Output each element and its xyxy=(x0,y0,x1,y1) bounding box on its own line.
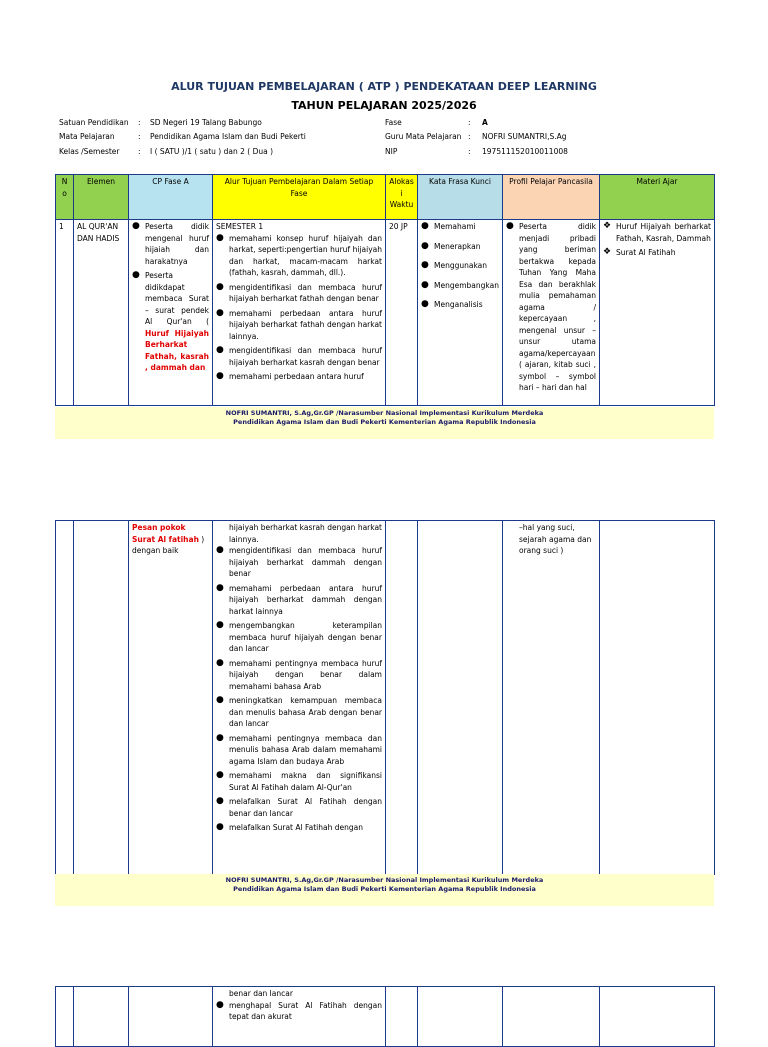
colon: : xyxy=(138,132,141,141)
list-item: ● Mengembangkan xyxy=(421,279,499,290)
diamond-bullet-icon: ❖ xyxy=(603,247,612,257)
bullet-icon: ● xyxy=(216,770,224,780)
header-alur: Alur Tujuan Pembelajaran Dalam Setiap Fase xyxy=(213,175,386,220)
list-item: ● mengidentifikasi dan membaca huruf hijaiyah berharkat kasrah dengan benar xyxy=(216,345,382,367)
row-elemen: AL QUR'AN DAN HADIS xyxy=(74,220,129,406)
profil-cell xyxy=(503,220,600,406)
page-footer: NOFRI SUMANTRI, S.Ag,Gr.GP /Narasumber Nasional Implementasi Kurikulum Merdeka Pendidikan Agama Islam dan Budi Pekerti Kementerian Agama Republik Indonesia xyxy=(55,407,714,439)
bullet-icon: ● xyxy=(216,732,224,743)
bullet-icon: ● xyxy=(216,657,224,668)
header-alokasi: Alokas i Waktu xyxy=(386,175,418,220)
mapel-value: Pendidikan Agama Islam dan Budi Pekerti xyxy=(150,132,306,141)
atp-table-page-2 xyxy=(55,520,715,875)
alokasi-cell xyxy=(386,521,418,875)
bullet-icon: ● xyxy=(421,279,429,290)
bullet-icon: ● xyxy=(216,695,224,705)
alur-cell xyxy=(213,220,386,406)
list-item: ❖ Huruf Hijaiyah berharkat Fathah, Kasrah, Dammah xyxy=(603,221,711,243)
row-elemen xyxy=(74,987,129,1047)
bullet-icon: ● xyxy=(421,221,429,231)
header-no: N o xyxy=(56,175,74,220)
list-item: ● Menerapkan xyxy=(421,240,481,251)
list-item: ● meningkatkan kemampuan membaca dan menulis bahasa Arab dengan benar dan lancar xyxy=(216,695,382,728)
list-item: ● Menggunakan xyxy=(421,260,488,270)
document-subtitle: TAHUN PELAJARAN 2025/2026 xyxy=(291,99,477,112)
list-item: ● Peserta didikdapat membaca Surat – surat pendek Al Qur'an ( Huruf Hijaiyah Berharkat Fathah, kasrah , dammah dan xyxy=(132,270,209,372)
list-item: ● memahami pentingnya membaca huruf hijaiyah dengan benar dalam memahami bahasa Arab xyxy=(216,657,382,691)
list-item: ● melafalkan Surat Al Fatihah dengan xyxy=(216,822,363,832)
profil-continuation: –hal yang suci, sejarah agama dan orang suci ) xyxy=(519,523,592,555)
colon: : xyxy=(138,147,141,156)
row-no xyxy=(56,987,74,1047)
atp-table-page-1 xyxy=(55,174,715,406)
semester-label: SEMESTER 1 xyxy=(216,222,264,231)
bullet-icon: ● xyxy=(132,221,140,231)
bullet-icon: ● xyxy=(421,260,429,270)
cp-cell xyxy=(129,220,213,406)
kata-cell xyxy=(418,220,503,406)
page-footer: NOFRI SUMANTRI, S.Ag,Gr.GP /Narasumber Nasional Implementasi Kurikulum Merdeka Pendidikan Agama Islam dan Budi Pekerti Kementerian Agama Republik Indonesia xyxy=(55,874,714,906)
bullet-icon: ● xyxy=(132,270,140,280)
row-no xyxy=(56,521,74,875)
info-block xyxy=(59,118,759,158)
alur-continuation: benar dan lancar xyxy=(229,989,293,998)
guru-value: NOFRI SUMANTRI,S.Ag xyxy=(482,132,567,141)
header-profil: Profil Pelajar Pancasila xyxy=(503,175,600,220)
colon: : xyxy=(468,147,471,156)
list-item: ● Peserta didik mengenal huruf hijaiah dan harakatnya xyxy=(132,221,209,266)
list-item: ● memahami perbedaan antara huruf hijaiyah berharkat fathah dengan harkat lainnya. xyxy=(216,307,382,341)
header-kata: Kata Frasa Kunci xyxy=(418,175,503,220)
kelas-value: I ( SATU )/1 ( satu ) dan 2 ( Dua ) xyxy=(150,147,274,156)
alur-cell xyxy=(213,521,386,875)
list-item: ❖ Surat Al Fatihah xyxy=(603,247,676,257)
bullet-icon: ● xyxy=(506,221,514,231)
cp-cell xyxy=(129,987,213,1047)
kata-cell xyxy=(418,521,503,875)
bullet-icon: ● xyxy=(216,371,224,381)
kata-list xyxy=(421,221,499,311)
list-item: ● mengidentifikasi dan membaca huruf hijaiyah berharkat dammah dengan benar xyxy=(216,545,382,578)
list-item: ● memahami perbedaan antara huruf hijaiyah berharkat dammah dengan harkat lainnya xyxy=(216,582,382,616)
nip-value: 197511152010011008 xyxy=(482,147,568,156)
list-item: ● memahami pentingnya membaca dan menulis bahasa Arab dalam memahami agama Islam dan budaya Arab xyxy=(216,732,382,766)
bullet-icon: ● xyxy=(421,299,429,309)
fase-label: Fase xyxy=(385,118,402,127)
cp-cell: Pesan pokok Surat Al fatihah ) dengan baik xyxy=(129,521,213,875)
bullet-icon: ● xyxy=(216,582,224,593)
header-materi: Materi Ajar xyxy=(600,175,715,220)
alur-cell xyxy=(213,987,386,1047)
cp-highlight: Pesan pokok Surat Al fatihah xyxy=(132,523,199,544)
list-item: ● menghapal Surat Al Fatihah dengan tepat dan akurat xyxy=(216,999,382,1021)
list-item: ● Peserta didik menjadi pribadi yang beriman bertakwa kepada Tuhan Yang Maha Esa dan berakhlak mulia pemahaman agama / kepercayaan , mengenal unsur – unsur utama agama/kepercayaan ( ajaran, kitab suci , symbol – symbol hari – hari dan hal xyxy=(506,221,596,392)
document-title: ALUR TUJUAN PEMBELAJARAN ( ATP ) PENDEKATAAN DEEP LEARNING xyxy=(171,80,597,93)
header-cp: CP Fase A xyxy=(129,175,213,220)
bullet-icon: ● xyxy=(216,345,224,355)
list-item: ● mengembangkan keterampilan membaca huruf hijaiyah dengan benar dan lancar xyxy=(216,620,382,653)
bullet-icon: ● xyxy=(216,822,224,832)
kata-cell xyxy=(418,987,503,1047)
bullet-icon: ● xyxy=(216,999,224,1010)
alur-list xyxy=(216,1000,382,1023)
alokasi-cell xyxy=(386,987,418,1047)
colon: : xyxy=(468,118,471,127)
colon: : xyxy=(468,132,471,141)
bullet-icon: ● xyxy=(216,620,224,630)
nip-label: NIP xyxy=(385,147,398,156)
satuan-label: Satuan Pendidikan xyxy=(59,118,129,127)
materi-cell xyxy=(600,521,715,875)
atp-table-page-3 xyxy=(55,986,715,1047)
materi-list xyxy=(603,221,711,259)
materi-cell xyxy=(600,987,715,1047)
alur-continuation: hijaiyah berharkat kasrah dengan harkat lainnya. xyxy=(229,523,382,544)
kelas-label: Kelas /Semester xyxy=(59,147,120,156)
alur-list xyxy=(216,545,382,834)
materi-cell xyxy=(600,220,715,406)
mapel-label: Mata Pelajaran xyxy=(59,132,115,141)
row-elemen xyxy=(74,521,129,875)
list-item: ● memahami makna dan signifikansi Surat Al Fatihah dalam Al-Qur'an xyxy=(216,770,382,792)
list-item: ● Menganalisis xyxy=(421,299,483,309)
list-item: ● Memahami xyxy=(421,221,476,231)
bullet-icon: ● xyxy=(421,240,429,251)
list-item: ● mengidentifikasi dan membaca huruf hijaiyah berharkat fathah dengan benar xyxy=(216,281,382,303)
diamond-bullet-icon: ❖ xyxy=(603,221,612,231)
row-no: 1 xyxy=(56,220,74,406)
profil-cell xyxy=(503,987,600,1047)
profil-cell xyxy=(503,521,600,875)
satuan-value: SD Negeri 19 Talang Babungo xyxy=(150,118,262,127)
list-item: ● memahami perbedaan antara huruf xyxy=(216,371,364,381)
header-elemen: Elemen xyxy=(74,175,129,220)
list-item: ● melafalkan Surat Al Fatihah dengan benar dan lancar xyxy=(216,796,382,818)
bullet-icon: ● xyxy=(216,545,224,555)
guru-label: Guru Mata Pelajaran xyxy=(385,132,462,141)
alokasi-cell: 20 JP xyxy=(386,220,418,406)
bullet-icon: ● xyxy=(216,307,224,318)
bullet-icon: ● xyxy=(216,281,224,292)
colon: : xyxy=(138,118,141,127)
alur-list xyxy=(216,233,382,383)
cp-highlight: Huruf Hijaiyah Berharkat Fathah, kasrah , dammah dan xyxy=(145,328,209,372)
list-item: ● memahami konsep huruf hijaiyah dan harkat, seperti:pengertian huruf hijaiyah dan harkat, macam-macam harkat (fathah, kasrah, dammah, dll.). xyxy=(216,232,382,277)
fase-value: A xyxy=(482,118,488,127)
bullet-icon: ● xyxy=(216,232,224,243)
bullet-icon: ● xyxy=(216,796,224,806)
